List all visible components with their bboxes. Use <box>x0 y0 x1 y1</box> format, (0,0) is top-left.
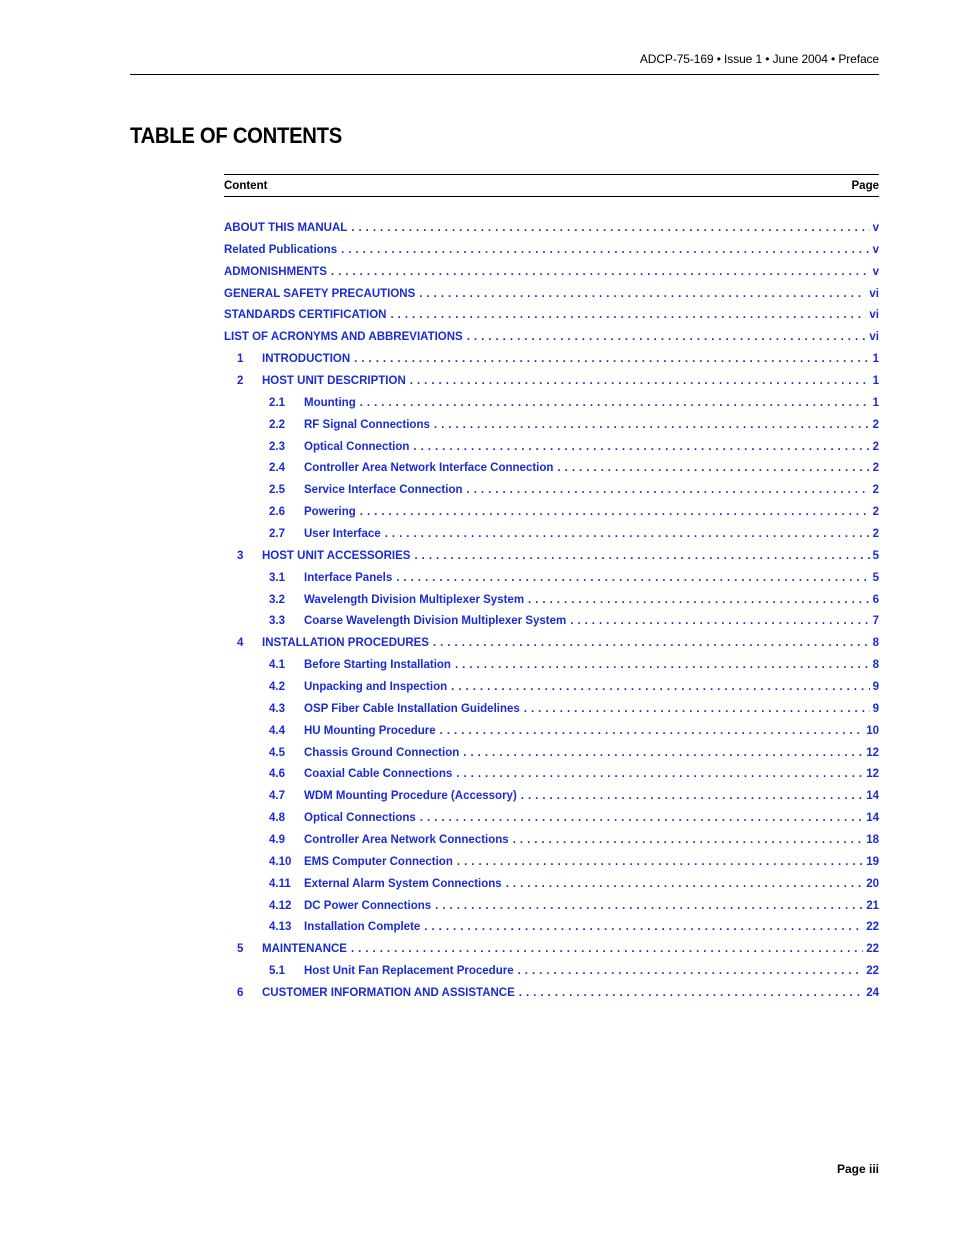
toc-entry[interactable] <box>224 851 879 873</box>
toc-entry-title[interactable]: Service Interface Connection <box>304 484 463 497</box>
toc-entry-number: 3.2 <box>269 593 285 606</box>
toc-leader-dots <box>455 659 870 671</box>
page-title: TABLE OF CONTENTS <box>130 123 342 148</box>
toc-entry-page[interactable]: 1 <box>872 396 879 409</box>
page-number: Page iii <box>836 1162 879 1176</box>
toc-entry-title[interactable]: Before Starting Installation <box>304 659 451 672</box>
toc-entry[interactable] <box>224 742 879 764</box>
toc-entry-title[interactable]: DC Power Connections <box>304 899 432 912</box>
toc-entry-number: 4.10 <box>269 855 292 868</box>
toc-leader-dots <box>440 725 864 737</box>
toc-entry[interactable] <box>224 720 879 742</box>
toc-entry-page[interactable]: vi <box>869 309 879 322</box>
toc-leader-dots <box>506 878 864 890</box>
toc-entry-title[interactable]: Coaxial Cable Connections <box>304 768 453 781</box>
toc-leader-dots <box>396 572 869 584</box>
toc-entry[interactable] <box>224 676 879 698</box>
toc-leader-dots <box>467 484 870 496</box>
toc-entry-number: 2.2 <box>269 418 285 431</box>
toc-entry[interactable] <box>224 698 879 720</box>
toc-entry-title[interactable]: Related Publications <box>224 243 338 256</box>
toc-entry-number: 2.6 <box>269 506 285 519</box>
toc-leader-dots <box>390 309 866 321</box>
toc-entry-page[interactable]: 12 <box>866 746 879 759</box>
toc-leader-dots <box>419 288 866 300</box>
toc-entry[interactable] <box>224 501 879 523</box>
toc-entry[interactable] <box>224 873 879 895</box>
toc-entry-number: 2.7 <box>269 527 285 540</box>
toc-entry-number: 4.8 <box>269 812 285 825</box>
toc-entry-page[interactable]: 8 <box>872 637 879 650</box>
toc-leader-dots <box>354 353 869 365</box>
toc-leader-dots <box>457 856 863 868</box>
toc-entry[interactable] <box>224 436 879 458</box>
toc-entry[interactable] <box>224 567 879 589</box>
toc-entry-title[interactable]: RF Signal Connections <box>304 418 430 431</box>
toc-leader-dots <box>524 703 870 715</box>
toc-entry[interactable] <box>224 261 879 283</box>
toc-entry-title[interactable]: Optical Connections <box>304 812 416 825</box>
toc-entry-number: 2.3 <box>269 440 285 453</box>
toc-entry-title[interactable]: ABOUT THIS MANUAL <box>224 221 348 234</box>
toc-entry[interactable] <box>224 763 879 785</box>
toc-entry-number: 4.5 <box>269 746 285 759</box>
toc-leader-dots <box>433 637 870 649</box>
toc-entry[interactable] <box>224 654 879 676</box>
toc-entry-number: 4.1 <box>269 659 285 672</box>
toc-entry-title[interactable]: MAINTENANCE <box>262 943 347 956</box>
toc-entry-page[interactable]: 7 <box>872 615 879 628</box>
toc-entry[interactable] <box>224 829 879 851</box>
toc-entry-title[interactable]: WDM Mounting Procedure (Accessory) <box>304 790 517 803</box>
toc-entry-title[interactable]: Coarse Wavelength Division Multiplexer System <box>304 615 567 628</box>
toc-entry-number: 4.6 <box>269 768 285 781</box>
toc-entry[interactable] <box>224 239 879 261</box>
toc-entry-title[interactable]: GENERAL SAFETY PRECAUTIONS <box>224 287 416 300</box>
toc-entry-title[interactable]: Chassis Ground Connection <box>304 746 460 759</box>
toc-entry-page[interactable]: vi <box>869 331 879 344</box>
toc-list <box>224 217 879 1004</box>
toc-entry-title[interactable]: Powering <box>304 506 356 519</box>
toc-entry-page[interactable]: 1 <box>872 353 879 366</box>
toc-entry-title[interactable]: INTRODUCTION <box>262 353 351 366</box>
toc-entry-page[interactable]: 2 <box>872 440 879 453</box>
toc-entry-title[interactable]: Unpacking and Inspection <box>304 680 448 693</box>
toc-entry-title[interactable]: Mounting <box>304 396 356 409</box>
toc-entry[interactable] <box>224 785 879 807</box>
toc-entry-page[interactable]: 6 <box>872 593 879 606</box>
toc-entry-page[interactable]: 9 <box>872 680 879 693</box>
toc-entry-number: 4 <box>237 637 244 650</box>
toc-entry-page[interactable]: 22 <box>866 943 879 956</box>
toc-entry-title[interactable]: STANDARDS CERTIFICATION <box>224 309 387 322</box>
toc-entry[interactable] <box>224 479 879 501</box>
toc-leader-dots <box>420 812 863 824</box>
toc-entry-title[interactable]: Installation Complete <box>304 921 421 934</box>
toc-leader-dots <box>413 441 869 453</box>
toc-entry-page[interactable]: 18 <box>866 833 879 846</box>
toc-entry[interactable] <box>224 938 879 960</box>
toc-entry-page[interactable]: 10 <box>866 724 879 737</box>
toc-entry[interactable] <box>224 414 879 436</box>
toc-entry-number: 3 <box>237 549 244 562</box>
toc-entry-number: 4.4 <box>269 724 285 737</box>
toc-entry-number: 6 <box>237 987 244 999</box>
toc-entry-number: 4.7 <box>269 790 285 803</box>
toc-entry[interactable] <box>224 392 879 414</box>
toc-entry-title[interactable]: Controller Area Network Interface Connection <box>304 462 554 475</box>
toc-entry-title[interactable]: HOST UNIT ACCESSORIES <box>262 549 411 562</box>
toc-entry-title[interactable]: Controller Area Network Connections <box>304 833 509 846</box>
toc-leader-dots <box>467 331 867 343</box>
toc-entry-title[interactable]: CUSTOMER INFORMATION AND ASSISTANCE <box>262 987 515 999</box>
toc-entry-title[interactable]: Interface Panels <box>304 571 393 584</box>
toc-entry[interactable] <box>224 545 879 567</box>
toc-entry-page[interactable]: v <box>872 243 879 256</box>
toc-entry-number: 2.1 <box>269 396 285 409</box>
toc-entry-page[interactable]: 20 <box>866 877 879 890</box>
toc-entry-number: 1 <box>237 353 244 366</box>
toc-entry-title[interactable]: Optical Connection <box>304 440 410 453</box>
toc-entry[interactable] <box>224 217 879 239</box>
toc-entry[interactable] <box>224 370 879 392</box>
toc-entry[interactable] <box>224 807 879 829</box>
toc-leader-dots <box>570 615 869 627</box>
toc-leader-dots <box>451 681 869 693</box>
toc-entry-page[interactable]: 1 <box>872 374 879 387</box>
toc-entry[interactable] <box>224 610 879 632</box>
toc-leader-dots <box>385 528 870 540</box>
toc-entry-page[interactable]: 5 <box>872 571 879 584</box>
toc-entry-number: 4.11 <box>269 877 291 890</box>
toc-leader-dots <box>331 266 870 278</box>
toc-leader-dots <box>557 462 869 474</box>
toc-entry-page[interactable]: 19 <box>866 855 879 868</box>
toc-entry-number: 4.3 <box>269 702 285 715</box>
toc-entry-title[interactable]: External Alarm System Connections <box>304 877 502 890</box>
toc-leader-dots <box>341 244 869 256</box>
toc-leader-dots <box>435 900 863 912</box>
toc-entry[interactable] <box>224 895 879 917</box>
toc-entry-title[interactable]: INSTALLATION PROCEDURES <box>262 637 429 650</box>
content-column-label: Content <box>224 179 268 192</box>
toc-entry-page[interactable]: 2 <box>872 462 879 475</box>
toc-entry-page[interactable]: vi <box>869 287 879 300</box>
toc-leader-dots <box>519 987 863 999</box>
toc-entry-title[interactable]: User Interface <box>304 527 381 540</box>
toc-entry-title[interactable]: ADMONISHMENTS <box>224 265 327 278</box>
toc-entry[interactable] <box>224 589 879 611</box>
toc-entry-page[interactable]: 2 <box>872 527 879 540</box>
toc-entry-number: 3.3 <box>269 615 285 628</box>
toc-leader-dots <box>521 790 863 802</box>
toc-entry-title[interactable]: Wavelength Division Multiplexer System <box>304 593 525 606</box>
toc-leader-dots <box>518 965 864 977</box>
toc-leader-dots <box>414 550 869 562</box>
toc-entry-title[interactable]: EMS Computer Connection <box>304 855 453 868</box>
toc-leader-dots <box>528 594 870 606</box>
toc-leader-dots <box>434 419 870 431</box>
toc-entry[interactable] <box>224 917 879 939</box>
toc-entry-page[interactable]: 22 <box>866 921 879 934</box>
toc-entry-number: 2.4 <box>269 462 285 475</box>
toc-entry[interactable] <box>224 523 879 545</box>
toc-leader-dots <box>456 768 863 780</box>
toc-entry-page[interactable]: 2 <box>872 484 879 497</box>
toc-column-header <box>224 174 879 197</box>
toc-leader-dots <box>351 222 869 234</box>
toc-entry-page[interactable]: 14 <box>866 790 879 803</box>
toc-entry[interactable] <box>224 982 879 1004</box>
toc-leader-dots <box>360 506 870 518</box>
toc-entry-page[interactable]: 22 <box>866 965 879 978</box>
toc-entry-number: 4.2 <box>269 680 285 693</box>
toc-entry-number: 2 <box>237 374 244 387</box>
toc-entry-page[interactable]: 2 <box>872 506 879 519</box>
toc-entry[interactable] <box>224 348 879 370</box>
toc-leader-dots <box>410 375 870 387</box>
toc-entry[interactable] <box>224 283 879 305</box>
toc-entry-number: 4.13 <box>269 921 292 934</box>
toc-entry[interactable] <box>224 457 879 479</box>
toc-entry-number: 4.9 <box>269 833 285 846</box>
toc-entry-number: 5.1 <box>269 965 285 978</box>
toc-leader-dots <box>360 397 870 409</box>
toc-leader-dots <box>424 921 863 933</box>
toc-entry[interactable] <box>224 326 879 348</box>
toc-entry-page[interactable]: 24 <box>866 987 879 999</box>
toc-leader-dots <box>351 943 863 955</box>
toc-entry-page[interactable]: 5 <box>872 549 879 562</box>
toc-entry-title[interactable]: HU Mounting Procedure <box>304 724 436 737</box>
toc-entry-page[interactable]: 21 <box>866 899 879 912</box>
toc-entry-page[interactable]: 9 <box>872 702 879 715</box>
running-head: ADCP-75-169 • Issue 1 • June 2004 • Preface <box>639 52 879 66</box>
toc-entry[interactable] <box>224 304 879 326</box>
toc-entry-page[interactable]: 2 <box>872 418 879 431</box>
toc-entry-page[interactable]: 14 <box>866 812 879 825</box>
toc-entry-page[interactable]: 12 <box>866 768 879 781</box>
toc-entry-number: 4.12 <box>269 899 292 912</box>
toc-entry-number: 3.1 <box>269 571 285 584</box>
toc-entry-page[interactable]: 8 <box>872 659 879 672</box>
toc-entry-title[interactable]: OSP Fiber Cable Installation Guidelines <box>304 702 520 715</box>
toc-entry-number: 2.5 <box>269 484 285 497</box>
toc-entry-number: 5 <box>237 943 244 956</box>
toc-entry-title[interactable]: Host Unit Fan Replacement Procedure <box>304 965 514 978</box>
toc-entry[interactable] <box>224 632 879 654</box>
toc-entry-title[interactable]: LIST OF ACRONYMS AND ABBREVIATIONS <box>224 331 463 344</box>
toc-entry-page[interactable]: v <box>872 221 879 234</box>
toc-entry-page[interactable]: v <box>872 265 879 278</box>
toc-leader-dots <box>513 834 864 846</box>
toc-entry[interactable] <box>224 960 879 982</box>
toc-entry-title[interactable]: HOST UNIT DESCRIPTION <box>262 374 406 387</box>
page-column-label: Page <box>851 179 879 192</box>
toc-leader-dots <box>463 747 863 759</box>
header-rule <box>130 74 879 75</box>
